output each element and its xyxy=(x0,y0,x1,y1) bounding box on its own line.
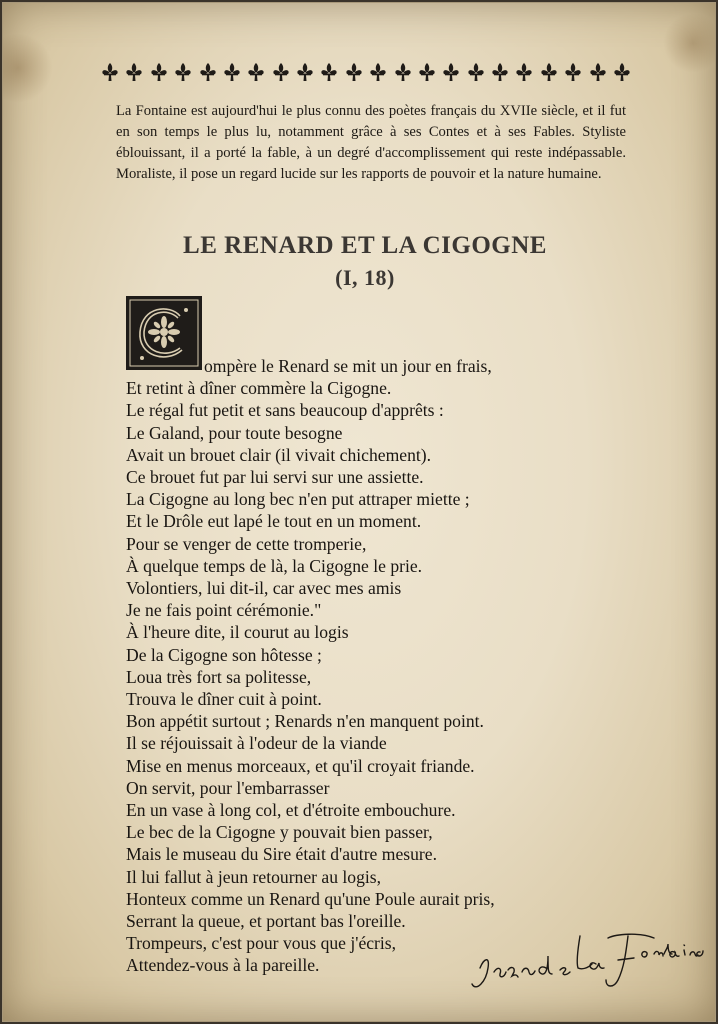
fleur-de-lis-icon xyxy=(540,62,558,87)
poem-line: À l'heure dite, il courut au logis xyxy=(126,622,349,643)
fleur-de-lis-icon xyxy=(199,62,217,87)
fleur-de-lis-icon xyxy=(589,62,607,87)
poem-line: Attendez-vous à la pareille. xyxy=(126,955,320,976)
poem-line: Trompeurs, c'est pour vous que j'écris, xyxy=(126,933,397,954)
poem-line: Honteux comme un Renard qu'une Poule aurait pris, xyxy=(126,888,495,909)
poem-line: Pour se venger de cette tromperie, xyxy=(126,533,367,554)
fleur-de-lis-icon xyxy=(345,62,363,87)
fleur-de-lis-icon xyxy=(491,62,509,87)
poem-line: On servit, pour l'embarrasser xyxy=(126,777,330,798)
fleur-de-lis-icon xyxy=(394,62,412,87)
fleur-de-lis-icon xyxy=(442,62,460,87)
poem-line: Je ne fais point cérémonie." xyxy=(126,600,322,621)
poem-line: Volontiers, lui dit-il, car avec mes amis xyxy=(126,578,402,599)
fleur-de-lis-icon xyxy=(418,62,436,87)
stain xyxy=(2,33,53,103)
poem-line: À quelque temps de là, la Cigogne le prie. xyxy=(126,555,423,576)
poem-line: Avait un brouet clair (il vivait chichement). xyxy=(126,444,432,465)
poem-line: Trouva le dîner cuit à point. xyxy=(126,689,322,710)
fleur-de-lis-icon xyxy=(564,62,582,87)
poem-line: Mais le museau du Sire était d'autre mesure. xyxy=(126,844,437,865)
poem-line: ompère le Renard se mit un jour en frais, xyxy=(204,356,492,376)
fleur-de-lis-icon xyxy=(150,62,168,87)
poem-line: Le Galand, pour toute besogne xyxy=(126,422,343,443)
stain xyxy=(663,13,716,73)
poem-line: Et le Drôle eut lapé le tout en un moment. xyxy=(126,511,422,532)
fleur-de-lis-icon xyxy=(101,62,119,87)
poem-line: Il lui fallut à jeun retourner au logis, xyxy=(126,866,382,887)
fleur-de-lis-icon xyxy=(467,62,485,87)
fable-title: LE RENARD ET LA CIGOGNE xyxy=(183,232,547,259)
fleur-de-lis-icon xyxy=(125,62,143,87)
poem-line: Ce brouet fut par lui servi sur une assiette. xyxy=(126,467,424,488)
poem-line: Bon appétit surtout ; Renards n'en manquent point. xyxy=(126,711,484,732)
poem-line: La Cigogne au long bec n'en put attraper miette ; xyxy=(126,489,470,510)
signature xyxy=(468,928,708,998)
fleur-de-lis-icon xyxy=(515,62,533,87)
svg-text:Jean de La Fontaine: Jean de La Fontaine xyxy=(468,928,477,929)
fleur-de-lis-icon xyxy=(223,62,241,87)
fleur-de-lis-icon xyxy=(247,62,265,87)
fleur-de-lis-icon xyxy=(174,62,192,87)
intro-paragraph: La Fontaine est aujourd'hui le plus connu des poètes français du XVIIe siècle, et il fut en son temps le plus lu, notamment grâce à ses Contes et à ses Fables. Styliste éblouissant, il a porté la fable, à un degré d'accomplissement qui reste indépassable. Moraliste, il pose un regard lucide sur les rapports de pouvoir et la nature humaine. xyxy=(116,103,626,182)
poem-line: Le régal fut petit et sans beaucoup d'apprêts : xyxy=(126,400,444,421)
fleur-de-lis-icon xyxy=(272,62,290,87)
poem-line: Loua très fort sa politesse, xyxy=(126,666,312,687)
poem-line: Mise en menus morceaux, et qu'il croyait friande. xyxy=(126,755,475,776)
poem-line: Serrant la queue, et portant bas l'oreille. xyxy=(126,911,406,932)
parchment-page xyxy=(2,2,716,1022)
poem-line: Le bec de la Cigogne y pouvait bien passer, xyxy=(126,822,433,843)
poem-line: Et retint à dîner commère la Cigogne. xyxy=(126,378,392,399)
fleur-de-lis-icon xyxy=(296,62,314,87)
poem-line: En un vase à long col, et d'étroite embouchure. xyxy=(126,800,456,821)
poem-line: De la Cigogne son hôtesse ; xyxy=(126,644,322,665)
poem-line: Il se réjouissait à l'odeur de la viande xyxy=(126,733,387,754)
poem xyxy=(126,355,606,977)
fleur-de-lis-border xyxy=(101,63,631,85)
fleur-de-lis-icon xyxy=(369,62,387,87)
fleur-de-lis-icon xyxy=(613,62,631,87)
fleur-de-lis-icon xyxy=(320,62,338,87)
fable-number: (I, 18) xyxy=(335,265,395,290)
